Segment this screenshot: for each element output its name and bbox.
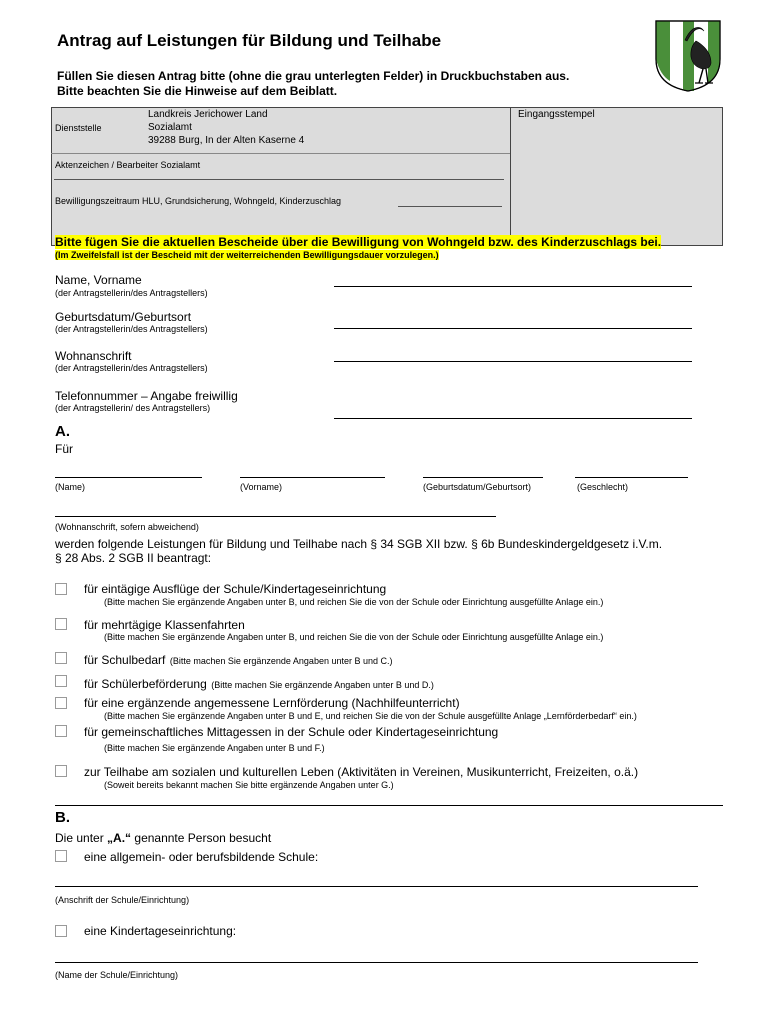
address-label: Wohnanschrift — [55, 349, 132, 363]
name-label: Name, Vorname — [55, 273, 142, 287]
option-klassenfahrten-note: (Bitte machen Sie ergänzende Angaben unter B, und reichen Sie die von der Schule oder Einrichtung ausgefüllte Anlage ein.) — [104, 632, 604, 642]
a-geburt-field[interactable] — [423, 477, 543, 478]
bewilligung-field[interactable] — [398, 206, 502, 207]
a-geschlecht-label: (Geschlecht) — [577, 482, 629, 492]
option-lernfoerderung-note: (Bitte machen Sie ergänzende Angaben unter B und E, und reichen Sie die von der Schule ausgefüllte Anlage „Lernförderbedarf“ ein.) — [104, 711, 637, 721]
kita-name-label: (Name der Schule/Einrichtung) — [55, 970, 179, 980]
option-teilhabe-label: zur Teilhabe am sozialen und kulturellen Leben (Aktivitäten in Vereinen, Musikunterricht, Freizeiten, o.ä.) — [84, 765, 639, 779]
section-a-fuer: Für — [55, 442, 73, 456]
section-b-heading: B. — [55, 809, 70, 826]
kita-name-field[interactable] — [55, 962, 698, 963]
option-schulbedarf-label: für Schulbedarf — [84, 653, 166, 667]
address-field[interactable] — [334, 361, 692, 362]
school-address-field[interactable] — [55, 886, 698, 887]
office-address-line-1: Landkreis Jerichower Land — [148, 109, 268, 120]
a-vorname-label: (Vorname) — [240, 482, 283, 492]
a-geschlecht-field[interactable] — [575, 477, 688, 478]
notice-main — [55, 235, 661, 249]
section-b-intro — [55, 831, 271, 845]
checkbox-lernfoerderung[interactable] — [55, 697, 67, 709]
option-mittagessen-note: (Bitte machen Sie ergänzende Angaben unter B und F.) — [104, 743, 325, 753]
office-address-line-2: Sozialamt — [148, 122, 192, 133]
checkbox-schuelerbefoerderung[interactable] — [55, 675, 67, 687]
a-name-field[interactable] — [55, 477, 202, 478]
birth-sub: (der Antragstellerin/des Antragstellers) — [55, 324, 208, 334]
section-separator — [55, 805, 723, 806]
checkbox-schule[interactable] — [55, 850, 67, 862]
name-field[interactable] — [334, 286, 692, 287]
birth-field[interactable] — [334, 328, 692, 329]
option-ausfluege-note: (Bitte machen Sie ergänzende Angaben unter B, und reichen Sie die von der Schule oder Einrichtung ausgefüllte Anlage ein.) — [104, 597, 604, 607]
option-lernfoerderung-label: für eine ergänzende angemessene Lernförderung (Nachhilfeunterricht) — [84, 696, 460, 710]
office-address-line-3: 39288 Burg, In der Alten Kaserne 4 — [148, 135, 305, 146]
option-kita-label: eine Kindertageseinrichtung: — [84, 924, 237, 938]
page-title: Antrag auf Leistungen für Bildung und Teilhabe — [57, 31, 442, 50]
section-a-heading: A. — [55, 423, 70, 440]
option-schuelerbefoerderung-label: für Schülerbeförderung — [84, 677, 207, 691]
option-teilhabe-note: (Soweit bereits bekannt machen Sie bitte ergänzende Angaben unter G.) — [104, 780, 394, 790]
office-box-divider — [510, 107, 511, 246]
address-sub: (der Antragstellerin/des Antragstellers) — [55, 363, 208, 373]
intro-line-2: Bitte beachten Sie die Hinweise auf dem Beiblatt. — [57, 84, 338, 98]
notice-sub — [55, 250, 439, 260]
a-intro-line-1: werden folgende Leistungen für Bildung und Teilhabe nach § 34 SGB XII bzw. § 6b Bundeskindergeldgesetz i.V.m. — [55, 537, 663, 551]
coat-of-arms-heron-icon — [654, 19, 722, 93]
option-schuelerbefoerderung — [84, 675, 434, 693]
office-box-row-divider — [51, 153, 510, 154]
aktenzeichen-field[interactable] — [54, 179, 504, 180]
checkbox-schulbedarf[interactable] — [55, 652, 67, 664]
birth-label: Geburtsdatum/Geburtsort — [55, 310, 192, 324]
a-vorname-field[interactable] — [240, 477, 385, 478]
phone-field[interactable] — [334, 418, 692, 419]
a-wohnanschrift-label: (Wohnanschrift, sofern abweichend) — [55, 522, 199, 532]
eingangsstempel-label: Eingangsstempel — [518, 109, 595, 120]
option-klassenfahrten-label: für mehrtägige Klassenfahrten — [84, 618, 245, 632]
section-b-intro-pre: Die unter — [55, 831, 104, 845]
name-sub: (der Antragstellerin/des Antragstellers) — [55, 288, 208, 298]
a-geburt-label: (Geburtsdatum/Geburtsort) — [423, 482, 532, 492]
option-schule-label: eine allgemein- oder berufsbildende Schule: — [84, 850, 319, 864]
school-address-label: (Anschrift der Schule/Einrichtung) — [55, 895, 190, 905]
checkbox-mittagessen[interactable] — [55, 725, 67, 737]
a-wohnanschrift-field[interactable] — [55, 516, 496, 517]
checkbox-klassenfahrten[interactable] — [55, 618, 67, 630]
option-schuelerbefoerderung-note: (Bitte machen Sie ergänzende Angaben unter B und D.) — [211, 680, 434, 690]
aktenzeichen-label: Aktenzeichen / Bearbeiter Sozialamt — [55, 160, 201, 170]
phone-label: Telefonnummer – Angabe freiwillig — [55, 389, 238, 403]
option-schulbedarf — [84, 651, 393, 669]
a-intro-line-2: § 28 Abs. 2 SGB II beantragt: — [55, 551, 212, 565]
notice-main-text: Bitte fügen Sie die aktuellen Bescheide über die Bewilligung von Wohngeld bzw. des Kinderzuschlags bei. — [55, 235, 662, 249]
intro-line-1: Füllen Sie diesen Antrag bitte (ohne die grau unterlegten Felder) in Druckbuchstaben aus. — [57, 69, 570, 83]
option-ausfluege-label: für eintägige Ausflüge der Schule/Kindertageseinrichtung — [84, 582, 387, 596]
option-mittagessen-label: für gemeinschaftliches Mittagessen in der Schule oder Kindertageseinrichtung — [84, 725, 499, 739]
option-schulbedarf-note: (Bitte machen Sie ergänzende Angaben unter B und C.) — [169, 656, 393, 666]
section-b-intro-post: genannte Person besucht — [134, 831, 272, 845]
a-name-label: (Name) — [55, 482, 86, 492]
checkbox-ausfluege[interactable] — [55, 583, 67, 595]
checkbox-kita[interactable] — [55, 925, 67, 937]
dienststelle-label: Dienststelle — [55, 123, 102, 133]
notice-sub-text: (Im Zweifelsfall ist der Bescheid mit der weiterreichenden Bewilligungsdauer vorzulegen.) — [55, 250, 439, 260]
checkbox-teilhabe[interactable] — [55, 765, 67, 777]
phone-sub: (der Antragstellerin/ des Antragstellers) — [55, 403, 211, 413]
section-b-intro-ref: „A.“ — [107, 831, 132, 845]
bewilligung-label: Bewilligungszeitraum HLU, Grundsicherung, Wohngeld, Kinderzuschlag — [55, 196, 341, 206]
